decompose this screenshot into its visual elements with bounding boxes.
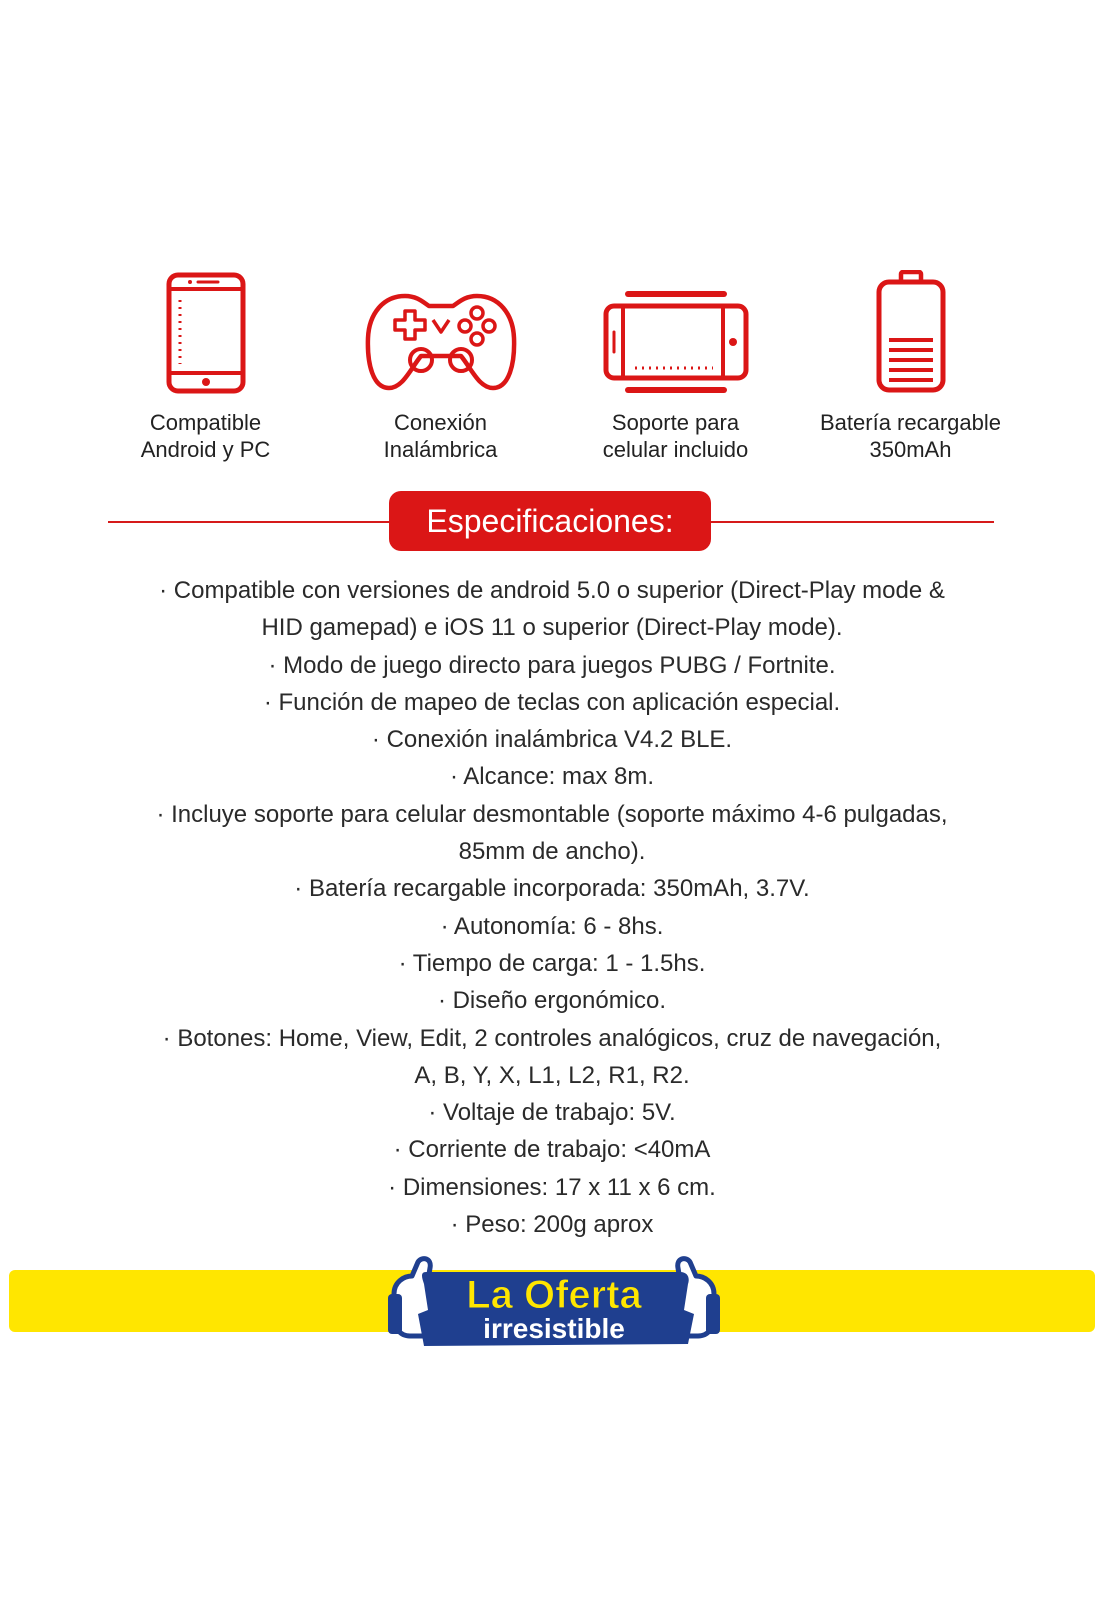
spec-line: · Batería recargable incorporada: 350mAh, 3.7V. <box>294 875 810 903</box>
phone-holder-icon <box>603 264 749 394</box>
spec-line: · Voltaje de trabajo: 5V. <box>428 1099 676 1127</box>
svg-text:irresistible: irresistible <box>483 1313 625 1344</box>
gamepad-icon <box>365 264 517 394</box>
svg-text:La Oferta: La Oferta <box>466 1273 642 1317</box>
features-row <box>88 264 1028 463</box>
brand-logo <box>388 1254 720 1350</box>
specs-header <box>108 491 994 553</box>
feature-label: Conexión Inalámbrica <box>383 410 498 462</box>
feature-label: Compatible Android y PC <box>140 410 271 462</box>
spec-line: · Diseño ergonómico. <box>437 987 667 1015</box>
feature-compatible <box>88 264 323 463</box>
spec-line: · Autonomía: 6 - 8hs. <box>440 912 664 940</box>
specs-list <box>60 572 1044 1243</box>
feature-wireless <box>323 264 558 463</box>
spec-line: · Conexión inalámbrica V4.2 BLE. <box>371 726 733 754</box>
spec-line: · Tiempo de carga: 1 - 1.5hs. <box>398 949 706 977</box>
spec-line: · Alcance: max 8m. <box>449 763 655 791</box>
battery-icon <box>875 264 947 394</box>
spec-line: · Corriente de trabajo: <40mA <box>393 1136 711 1164</box>
spec-line: A, B, Y, X, L1, L2, R1, R2. <box>414 1061 690 1089</box>
spec-line: · Modo de juego directo para juegos PUBG / Fortnite. <box>268 651 836 679</box>
spec-line: · Peso: 200g aprox <box>450 1211 654 1239</box>
spec-line: · Botones: Home, View, Edit, 2 controles analógicos, cruz de navegación, <box>162 1024 942 1052</box>
feature-label: Soporte para celular incluido <box>602 410 749 462</box>
feature-holder <box>558 264 793 463</box>
spec-line: · Dimensiones: 17 x 11 x 6 cm. <box>388 1173 716 1201</box>
smartphone-icon <box>166 264 246 394</box>
spec-line: · Función de mapeo de teclas con aplicación especial. <box>263 688 841 716</box>
spec-line: · Incluye soporte para celular desmontable (soporte máximo 4-6 pulgadas, <box>156 800 948 828</box>
feature-label: Batería recargable 350mAh <box>820 410 1001 462</box>
spec-line: HID gamepad) e iOS 11 o superior (Direct-Play mode). <box>261 614 843 642</box>
specs-title: Especificaciones: <box>389 491 711 551</box>
feature-battery <box>793 264 1028 463</box>
spec-line: · Compatible con versiones de android 5.0 o superior (Direct-Play mode & <box>159 577 945 604</box>
spec-line: 85mm de ancho). <box>458 838 646 866</box>
